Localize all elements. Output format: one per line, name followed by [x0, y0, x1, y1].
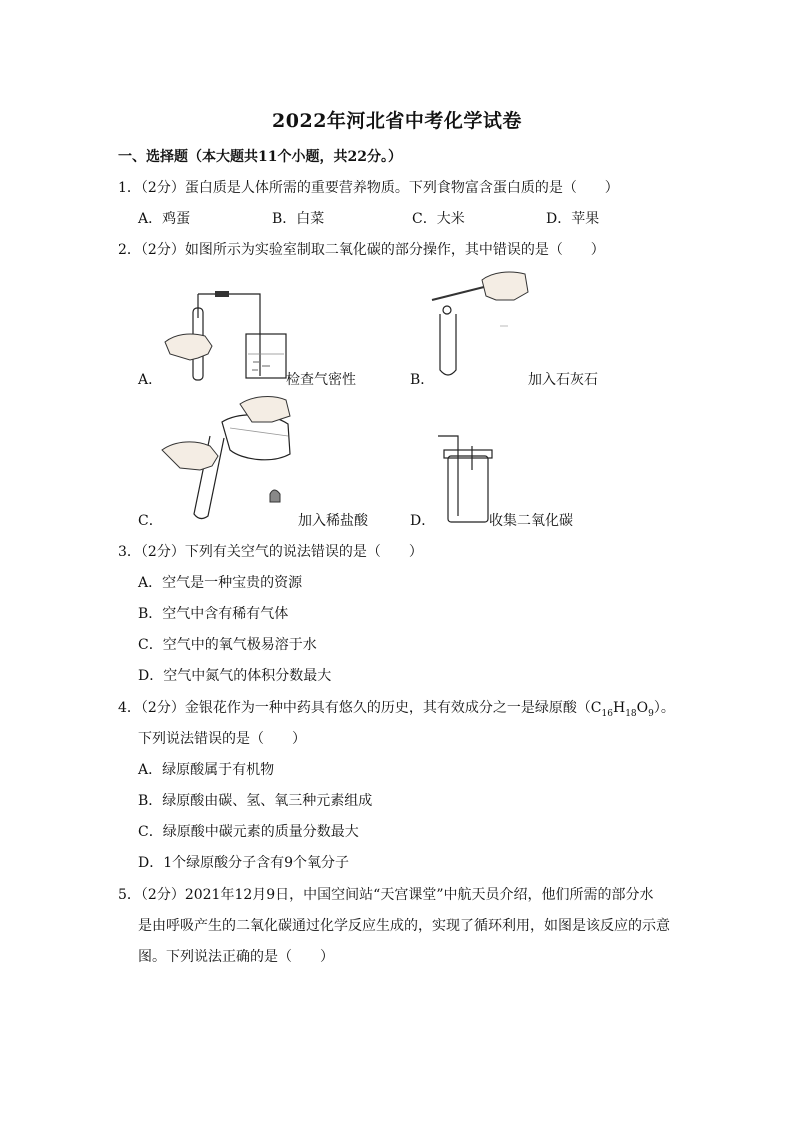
question-4-stem-line2: 下列说法错误的是（ ） [138, 731, 306, 747]
q3-option-d: D．空气中氮气的体积分数最大 [138, 668, 332, 684]
q1-option-a: A．鸡蛋 [138, 211, 191, 227]
add-dilute-acid-illustration [160, 394, 300, 524]
q1-option-c: C．大米 [412, 211, 465, 227]
q2-option-a-caption: 检查气密性 [286, 372, 356, 388]
q3-option-a: A．空气是一种宝贵的资源 [138, 575, 303, 591]
q2-option-c-caption: 加入稀盐酸 [298, 513, 368, 529]
page-title: 2022年河北省中考化学试卷 [272, 110, 522, 132]
q1-option-d: D．苹果 [546, 211, 600, 227]
q3-option-c: C．空气中的氧气极易溶于水 [138, 637, 317, 653]
question-5-line2: 是由呼吸产生的二氧化碳通过化学反应生成的，实现了循环利用，如图是该反应的示意 [138, 918, 670, 934]
question-4-stem: 4．（2分）金银花作为一种中药具有悠久的历史，其有效成分之一是绿原酸$(C_{16}H_{18}O_9)$。 [118, 700, 675, 719]
add-limestone-illustration [430, 266, 540, 382]
airtightness-check-illustration [160, 288, 290, 388]
q4-option-a: A．绿原酸属于有机物 [138, 762, 275, 778]
question-5-line1: 5．（2分）2021年12月9日，中国空间站“天宫课堂”中航天员介绍，他们所需的部分水 [118, 887, 654, 903]
q4-option-b: B．绿原酸由碳、氢、氧三种元素组成 [138, 793, 373, 809]
q2-option-b-caption: 加入石灰石 [528, 372, 598, 388]
q4-option-d: D．1个绿原酸分子含有9个氧分子 [138, 855, 350, 871]
q2-option-c-letter: C． [138, 513, 163, 529]
q1-option-b: B．白菜 [272, 211, 325, 227]
q2-option-d-caption: 收集二氧化碳 [489, 513, 573, 529]
q2-option-d-letter: D． [410, 513, 436, 529]
question-1-stem: 1．（2分）蛋白质是人体所需的重要营养物质。下列食物富含蛋白质的是（ ） [118, 180, 619, 196]
section-heading: 一、选择题（本大题共11个小题，共22分。） [118, 149, 402, 165]
question-2-stem: 2．（2分）如图所示为实验室制取二氧化碳的部分操作，其中错误的是（ ） [118, 242, 605, 258]
q2-option-a-letter: A． [138, 372, 163, 388]
question-5-line3: 图。下列说法正确的是（ ） [138, 949, 334, 965]
question-3-stem: 3．（2分）下列有关空气的说法错误的是（ ） [118, 544, 423, 560]
q4-option-c: C．绿原酸中碳元素的质量分数最大 [138, 824, 359, 840]
q2-option-b-letter: B． [410, 372, 435, 388]
q3-option-b: B．空气中含有稀有气体 [138, 606, 289, 622]
